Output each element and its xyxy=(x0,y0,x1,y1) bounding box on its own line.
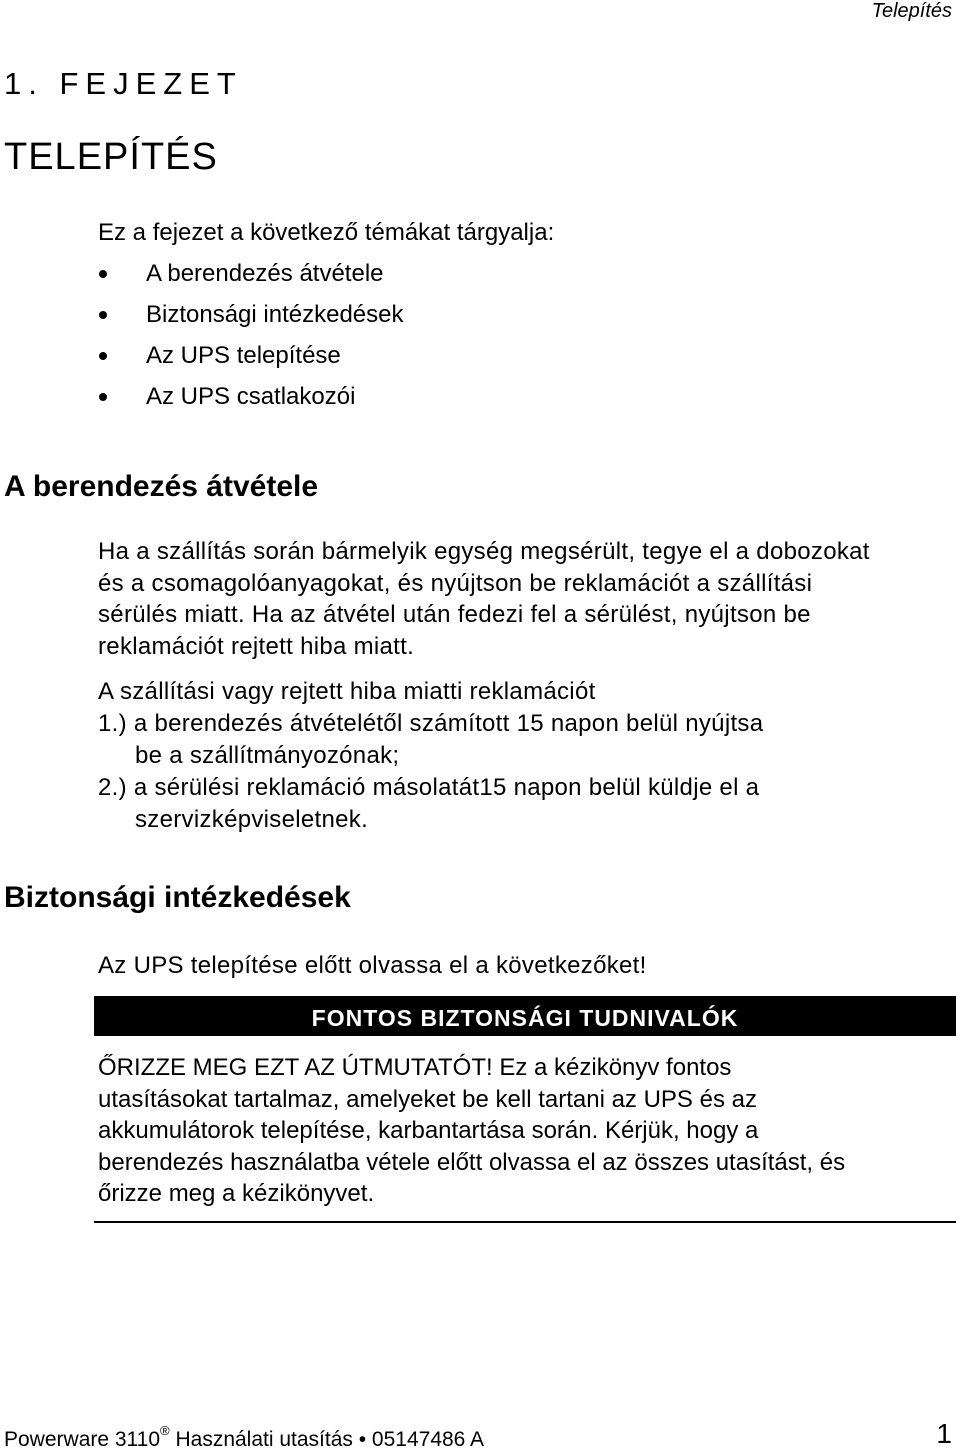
warning-line: akkumulátorok telepítése, karbantartása során. Kérjük, hogy a xyxy=(98,1117,759,1144)
chapter-intro: Ez a fejezet a következő témákat tárgyalja: xyxy=(98,219,555,246)
footer-doc-info: Használati utasítás • 05147486 A xyxy=(169,1428,485,1451)
warning-title-bar: FONTOS BIZTONSÁGI TUDNIVALÓK xyxy=(94,996,956,1036)
claim-intro: A szállítási vagy rejtett hiba miatti reklamációt xyxy=(98,678,596,705)
claim-item: 1.) a berendezés átvételétől számított 15 napon belül nyújtsa be a szállítmányozónak; xyxy=(98,710,764,769)
footer-product: Powerware 3110 xyxy=(4,1428,161,1451)
section-heading-safety: Biztonsági intézkedések xyxy=(4,881,351,914)
topic-list xyxy=(98,259,403,423)
topic-item: Biztonsági intézkedések xyxy=(98,300,403,341)
section-heading-receiving: A berendezés átvétele xyxy=(4,470,319,503)
page-number: 1 xyxy=(936,1418,952,1449)
warning-line: ŐRIZZE MEG EZT AZ ÚTMUTATÓT! Ez a kézikönyv fontos xyxy=(98,1054,732,1081)
paragraph-line: sérülés miatt. Ha az átvétel után fedezi fel a sérülést, nyújtson be xyxy=(98,601,811,628)
warning-line: utasításokat tartalmaz, amelyeket be kell tartani az UPS és az xyxy=(98,1085,757,1113)
paragraph-line: és a csomagolóanyagokat, és nyújtson be reklamációt a szállítási xyxy=(98,569,813,597)
claim-item: 2.) a sérülési reklamáció másolatát15 napon belül küldje el a szervizképviseletnek. xyxy=(98,774,760,833)
bullet-icon xyxy=(99,311,107,319)
registered-mark: ® xyxy=(160,1423,170,1438)
topic-item: Az UPS csatlakozói xyxy=(98,382,403,423)
bullet-icon xyxy=(99,270,107,278)
receiving-paragraph xyxy=(98,536,870,662)
safety-intro: Az UPS telepítése előtt olvassa el a következőket! xyxy=(98,952,647,979)
bullet-icon xyxy=(99,352,107,360)
chapter-label: 1. FEJEZET xyxy=(4,66,243,101)
topic-item: Az UPS telepítése xyxy=(98,341,403,382)
paragraph-line: Ha a szállítás során bármelyik egység megsérült, tegye el a dobozokat xyxy=(98,538,870,565)
warning-line: őrizze meg a kézikönyvet. xyxy=(98,1180,375,1207)
warning-line: berendezés használatba vétele előtt olvassa el az összes utasítást, és xyxy=(98,1148,846,1176)
warning-body xyxy=(98,1052,845,1210)
running-header: Telepítés xyxy=(871,0,952,22)
chapter-title: TELEPÍTÉS xyxy=(4,136,218,178)
bullet-icon xyxy=(99,393,107,401)
warning-bottom-rule xyxy=(94,1221,956,1223)
topic-item: A berendezés átvétele xyxy=(98,259,403,300)
paragraph-line: reklamációt rejtett hiba miatt. xyxy=(98,632,415,660)
